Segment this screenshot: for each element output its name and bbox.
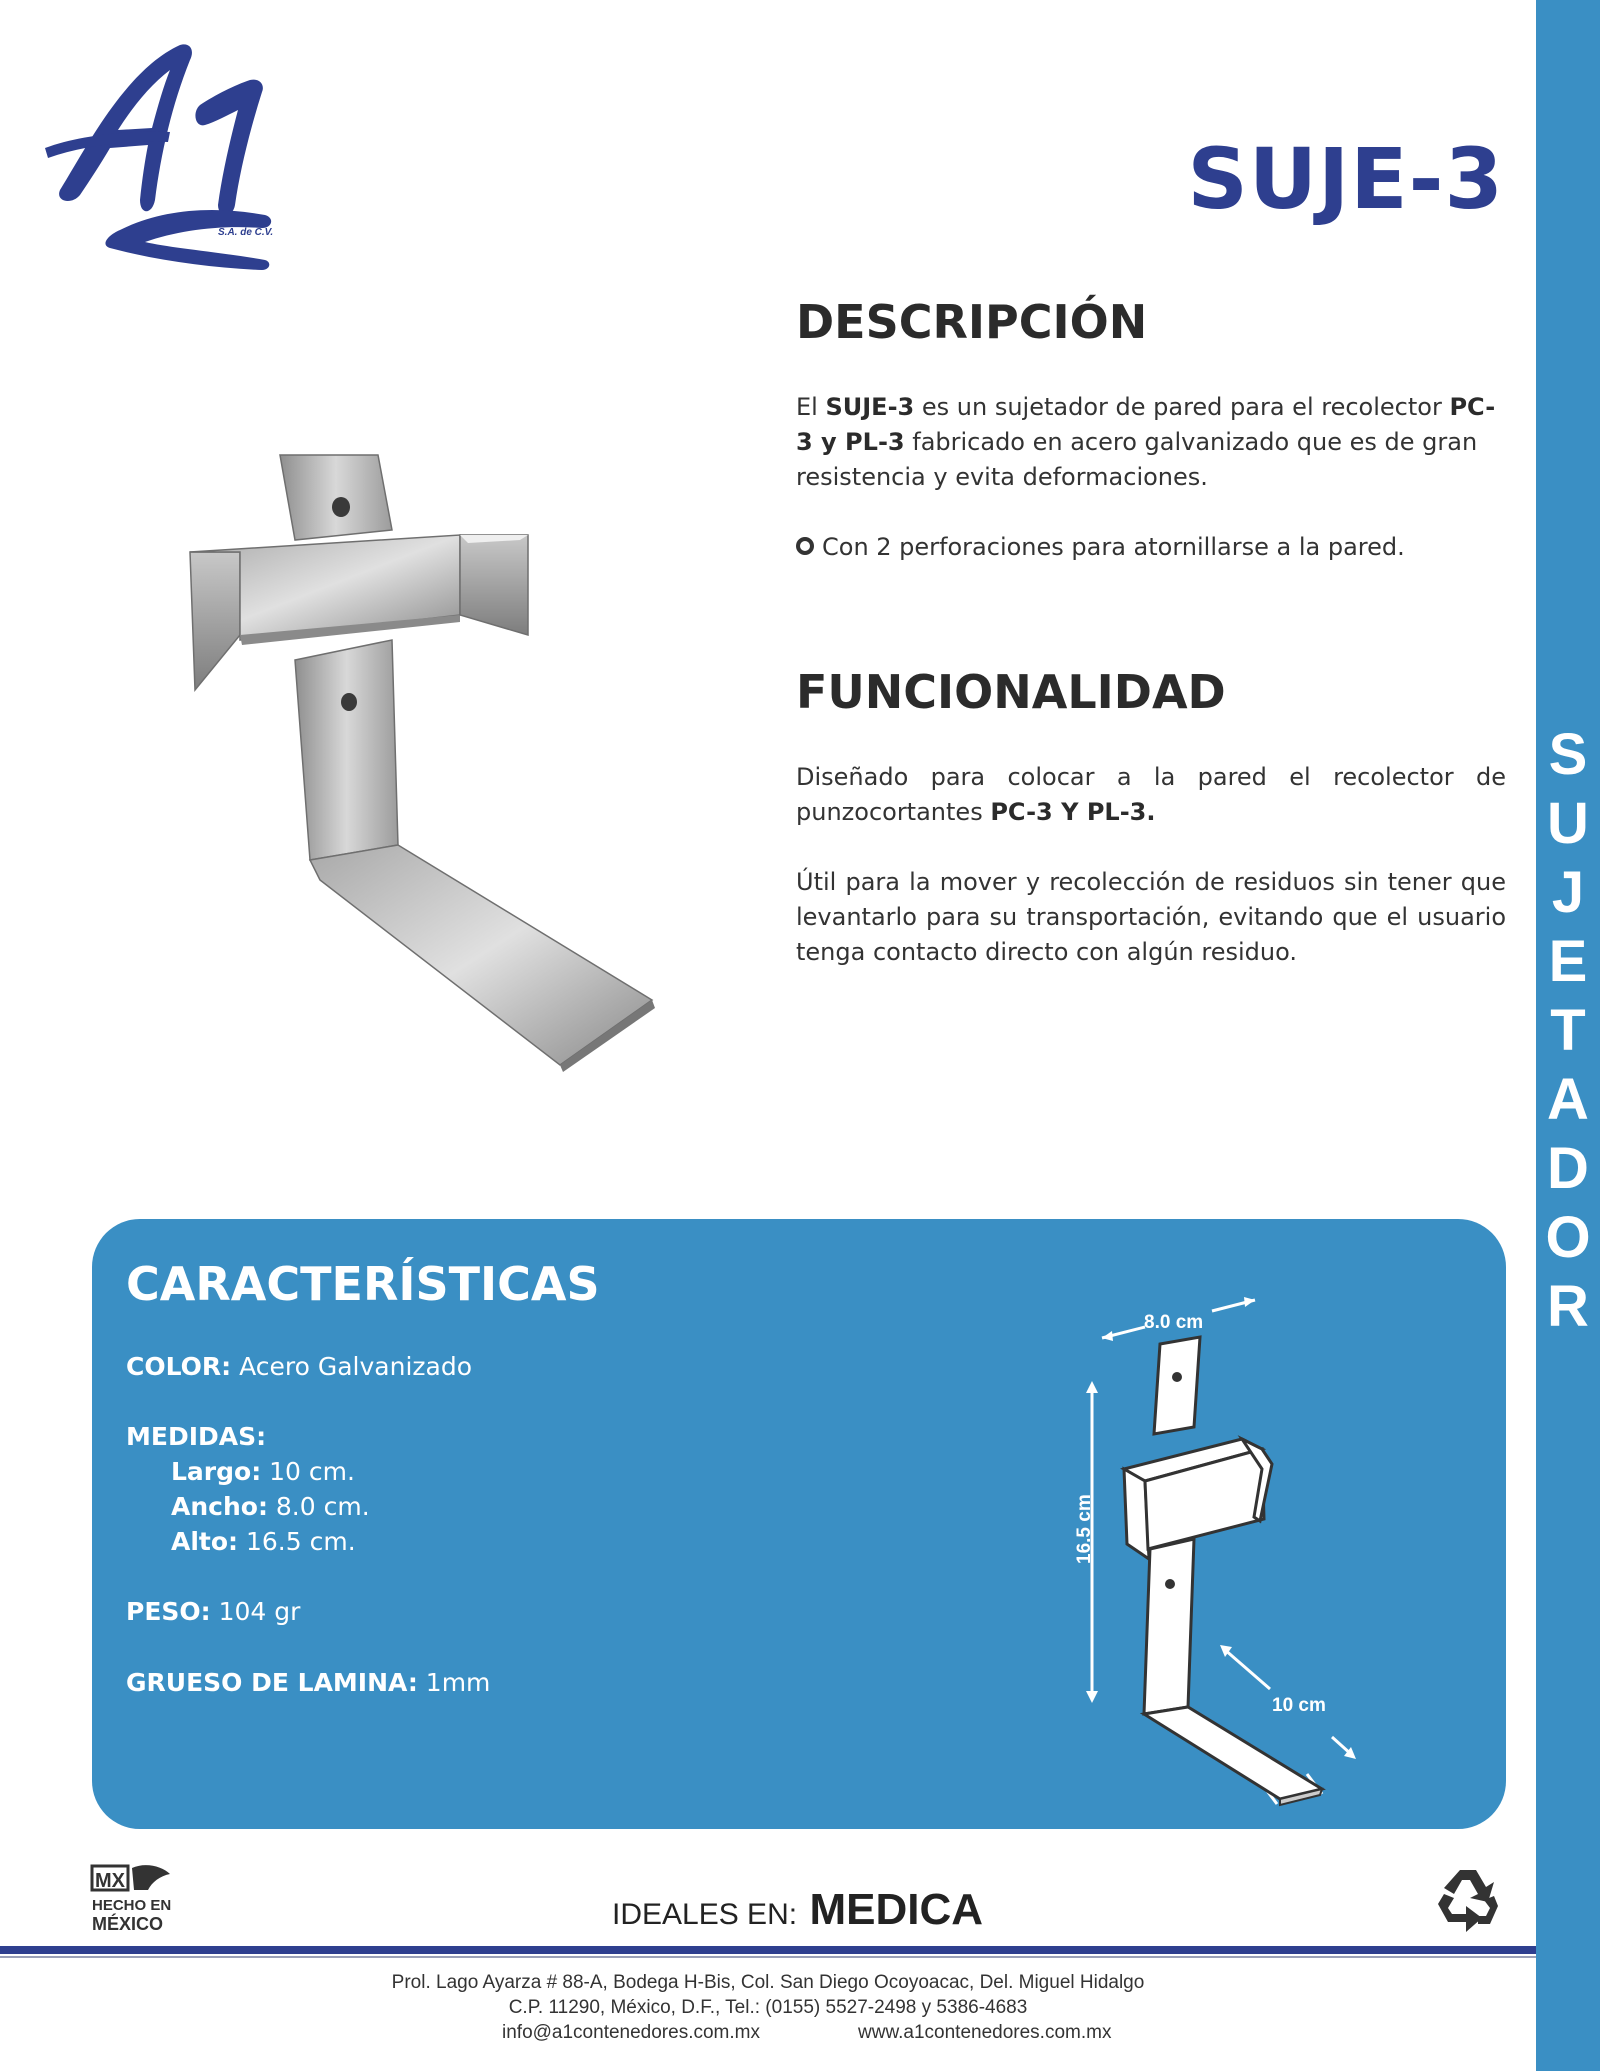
caracteristicas-panel [92, 1219, 1506, 1850]
descripcion-title: DESCRIPCIÓN [796, 295, 1148, 349]
mx-badge-text: MX [95, 1870, 125, 1892]
ideales-value: MEDICA [809, 1885, 984, 1934]
descripcion-text: El [796, 393, 826, 421]
descripcion-text: es un sujetador de pared para el recolector [914, 393, 1450, 421]
descripcion-models: PC-3 y PL-3 [796, 393, 1496, 456]
ideales-label: IDEALES EN: [612, 1898, 798, 1931]
address-line-2: C.P. 11290, México, D.F., Tel.: (0155) 5527-2498 y 5386-4683 [508, 1997, 1028, 2018]
side-letter: R [1547, 1274, 1589, 1339]
footer-divider-thin [0, 1956, 1536, 1958]
spec-grueso-label: GRUESO DE LAMINA: [126, 1668, 418, 1697]
side-letter: J [1551, 860, 1585, 925]
spec-alto-label: Alto: [171, 1527, 239, 1556]
spec-color-value: Acero Galvanizado [239, 1352, 473, 1381]
spec-grueso [126, 1665, 490, 1700]
descripcion-bullet [796, 530, 1506, 565]
address-line-1: Prol. Lago Ayarza # 88-A, Bodega H-Bis, Col. San Diego Ocoyoacac, Del. Miguel Hidalgo [391, 1972, 1145, 1993]
side-letter: E [1548, 929, 1588, 994]
spec-alto-value: 16.5 cm. [246, 1527, 356, 1556]
side-letter: S [1548, 722, 1588, 787]
bullet-circle-icon [796, 537, 814, 555]
diagram-tip-label: 3.0 cm [1312, 1829, 1372, 1850]
side-label [1536, 720, 1600, 1341]
funcionalidad-models: PC-3 Y PL-3. [990, 798, 1156, 826]
funcionalidad-paragraph-1 [796, 760, 1506, 830]
logo-subtitle: S.A. de C.V. [218, 227, 274, 238]
spec-largo-label: Largo: [171, 1457, 262, 1486]
email[interactable]: info@a1contenedores.com.mx [502, 2022, 760, 2043]
spec-peso-value: 104 gr [218, 1597, 301, 1626]
spec-alto [126, 1524, 370, 1559]
diagram-height-label: 16.5 cm [1074, 1494, 1095, 1564]
side-letter: T [1550, 998, 1586, 1063]
dimension-diagram [962, 1259, 1482, 1850]
funcionalidad-title: FUNCIONALIDAD [796, 665, 1226, 719]
company-logo [40, 30, 290, 290]
side-bar [1536, 0, 1600, 2071]
descripcion-text: fabricado en acero galvanizado que es de gran resistencia y evita deformaciones. [796, 428, 1478, 491]
hecho-line2: MÉXICO [92, 1914, 164, 1934]
side-letter: U [1547, 791, 1589, 856]
website[interactable]: www.a1contenedores.com.mx [858, 2022, 1112, 2043]
spec-ancho-label: Ancho: [171, 1492, 268, 1521]
spec-color [126, 1349, 472, 1384]
diagram-length-label: 10 cm [1272, 1695, 1326, 1716]
spec-medidas-label: MEDIDAS: [126, 1422, 267, 1451]
product-code: SUJE-3 [1187, 130, 1504, 228]
recycle-icon [1428, 1862, 1508, 1942]
spec-color-label: COLOR: [126, 1352, 232, 1381]
diagram-width-label: 8.0 cm [1144, 1312, 1204, 1333]
side-letter: D [1547, 1136, 1589, 1201]
spec-medidas [126, 1419, 370, 1559]
spec-largo-value: 10 cm. [269, 1457, 355, 1486]
spec-ancho [126, 1489, 370, 1524]
hecho-line1: HECHO EN [92, 1897, 172, 1914]
spec-peso [126, 1594, 300, 1629]
hecho-en-mexico-logo [90, 1862, 200, 1942]
descripcion-product: SUJE-3 [825, 393, 915, 421]
spec-ancho-value: 8.0 cm. [275, 1492, 370, 1521]
funcionalidad-text: Diseñado para colocar a la pared el recolector de punzocortantes [796, 763, 1506, 826]
bullet-text: Con 2 perforaciones para atornillarse a la pared. [822, 533, 1405, 561]
descripcion-paragraph [796, 390, 1506, 495]
caracteristicas-title: CARACTERÍSTICAS [126, 1257, 600, 1311]
ideales-en [612, 1885, 983, 1935]
footer-divider [0, 1946, 1536, 1954]
product-photo [170, 440, 670, 1080]
funcionalidad-paragraph-2: Útil para la mover y recolección de residuos sin tener que levantarlo para su transportación, evitando que el usuario tenga contacto directo con algún residuo. [796, 868, 1506, 966]
side-letter: A [1547, 1067, 1589, 1132]
spec-grueso-value: 1mm [425, 1668, 491, 1697]
side-letter: O [1545, 1205, 1591, 1270]
spec-largo [126, 1454, 370, 1489]
spec-peso-label: PESO: [126, 1597, 211, 1626]
